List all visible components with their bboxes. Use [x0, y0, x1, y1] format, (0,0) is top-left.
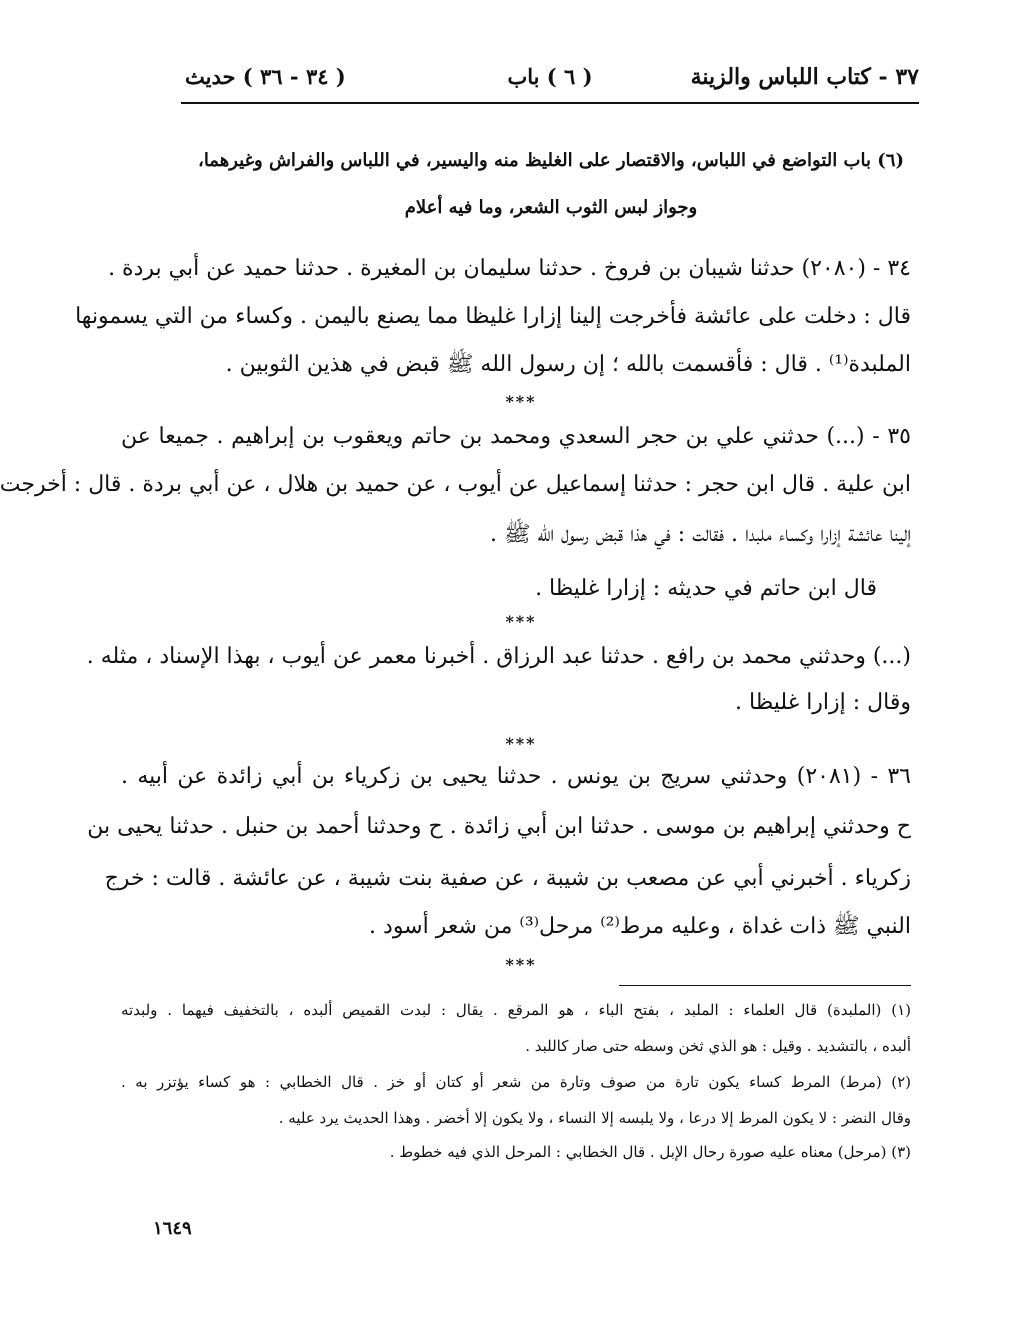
footnote-line: (٢) (مرط) المرط كساء يكون تارة من صوف وتارة من شعر أو كتان أو خز . قال الخطابي : هو كساء يؤتزر به .	[121, 1073, 911, 1091]
chapter-heading-line-1: (٦) باب التواضع في اللباس، والاقتصار على الغليظ منه واليسير، في اللباس والفراش وغيرهما،	[198, 150, 904, 171]
hadith-range: ( ٣٤ - ٣٦ ) حديث	[185, 64, 346, 89]
body-line: الملبدة⁽¹⁾ . قال : فأقسمت بالله ؛ إن رسول الله ﷺ قبض في هذين الثوبين .	[225, 352, 911, 377]
chapter-label: ( ٦ ) باب	[507, 64, 593, 89]
body-line: قال : دخلت على عائشة فأخرجت إلينا إزارا غليظا مما يصنع باليمن . وكساء من التي يسمونها	[75, 304, 911, 329]
footnote-rule	[619, 985, 911, 986]
body-line: ابن علية . قال ابن حجر : حدثنا إسماعيل عن أيوب ، عن حميد بن هلال ، عن أبي بردة . قال : أخرجت	[0, 472, 911, 497]
chapter-heading-line-2: وجواز لبس الثوب الشعر، وما فيه أعلام	[404, 197, 698, 218]
body-line: ٣٤ - (٢٠٨٠) حدثنا شيبان بن فروخ . حدثنا سليمان بن المغيرة . حدثنا حميد عن أبي بردة .	[108, 256, 911, 281]
page-number: ١٦٤٩	[153, 1218, 192, 1239]
body-line: وقال : إزارا غليظا .	[735, 690, 911, 715]
body-line: ٣٥ - (...) حدثني علي بن حجر السعدي ومحمد بن حاتم ويعقوب بن إبراهيم . جميعا عن	[121, 424, 911, 449]
footnote-line: وقال النضر : لا يكون المرط إلا درعا ، ولا يلبسه إلا النساء ، ولا يكون إلا أخضر . وهذا الحديث يرد عليه .	[278, 1109, 911, 1127]
section-separator: ***	[505, 734, 537, 753]
book-title: ٣٧ - كتاب اللباس والزينة	[690, 64, 919, 90]
footnote-line: (٣) (مرحل) معناه عليه صورة رحال الإبل . قال الخطابي : المرحل الذي فيه خطوط .	[389, 1143, 911, 1161]
section-separator: ***	[505, 392, 537, 411]
body-line: إلينا عائشة إزارا وكساء ملبدا . فقالت : في هذا قبض رسول الله ﷺ .	[490, 522, 911, 547]
body-line: ح وحدثني إبراهيم بن موسى . حدثنا ابن أبي زائدة . ح وحدثنا أحمد بن حنبل . حدثنا يحيى بن	[87, 814, 911, 839]
body-line: قال ابن حاتم في حديثه : إزارا غليظا .	[535, 576, 877, 601]
section-separator: ***	[505, 612, 537, 631]
running-header	[181, 60, 919, 104]
footnote-line: (١) (الملبدة) قال العلماء : الملبد ، بفتح الباء ، هو المرقع . يقال : لبدت القميص ألبده ، بالتخفيف فيهما . ولبدته	[121, 1001, 911, 1019]
body-line: (...) وحدثني محمد بن رافع . حدثنا عبد الرزاق . أخبرنا معمر عن أيوب ، بهذا الإسناد ، مثله .	[86, 644, 911, 669]
footnote-line: ألبده ، بالتشديد . وقيل : هو الذي ثخن وسطه حتى صار كاللبد .	[525, 1037, 911, 1055]
section-separator: ***	[505, 955, 537, 974]
body-line: ٣٦ - (٢٠٨١) وحدثني سريج بن يونس . حدثنا يحيى بن زكرياء بن أبي زائدة عن أبيه .	[121, 764, 911, 789]
body-line: النبي ﷺ ذات غداة ، وعليه مرط⁽²⁾ مرحل⁽³⁾ من شعر أسود .	[369, 914, 911, 939]
body-line: زكرياء . أخبرني أبي عن مصعب بن شيبة ، عن صفية بنت شيبة ، عن عائشة . قالت : خرج	[104, 866, 911, 891]
